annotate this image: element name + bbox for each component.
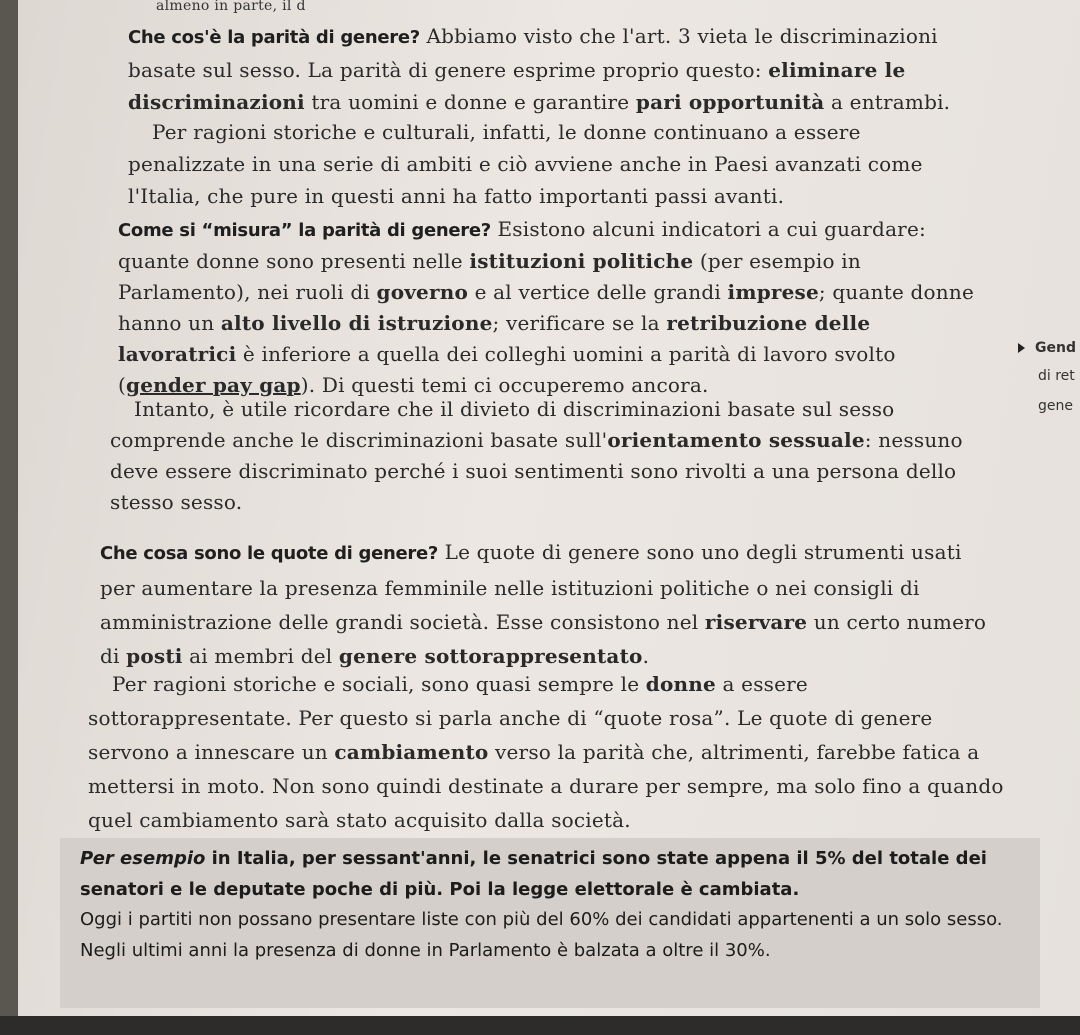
top-text-fragment: almeno in parte, il d — [156, 0, 306, 14]
section-quote-di-genere: Che cosa sono le quote di genere? Le quote di genere sono uno degli strumenti usati per aumentare la presenza femminile nelle istituzioni politiche o nei consigli di amministrazione delle grandi società. Esse consistono nel riservare un certo numero di posti ai membri del genere sottorappresentato. — [100, 540, 987, 668]
section-quote-paragraph-2: Per ragioni storiche e sociali, sono quasi sempre le donne a essere sottorappresentate. Per questo si parla anche di “quote rosa”. Le quote di genere servono a innescare un cambiamento verso la parità che, altrimenti, farebbe fatica a mettersi in moto. Non sono quindi destinate a durare per sempre, ma solo fino a quando quel cambiamento sarà stato acquisito dalla società. — [88, 672, 1004, 832]
example-box-text: Per esempio in Italia, per sessant'anni, le senatrici sono state appena il 5% del totale dei senatori e le deputate poche di più. Poi la legge elettorale è cambiata. Oggi i partiti non possano presentare liste con più del 60% dei candidati appartenenti a un solo sesso. Negli ultimi anni la presenza di donne in Parlamento è balzata a oltre il 30%. — [80, 848, 1003, 961]
gender-pay-gap-term: gender pay gap — [126, 373, 301, 397]
margin-note-line-3: gene — [1038, 398, 1073, 414]
margin-note-line-2: di ret — [1038, 368, 1075, 384]
heading-misura-parita: Come si “misura” la parità di genere? — [118, 220, 491, 241]
section-parita-di-genere: Che cos'è la parità di genere? Abbiamo visto che l'art. 3 vieta le discriminazioni basate sul sesso. La parità di genere esprime proprio questo: eliminare le discriminazioni tra uomini e donne e garantire pari opportunità a entrambi. — [128, 24, 951, 114]
triangle-bullet-icon — [1018, 343, 1025, 353]
dark-bottom-edge — [0, 1016, 1080, 1035]
margin-note-line-1: Gend — [1018, 340, 1076, 356]
heading-quote-di-genere: Che cosa sono le quote di genere? — [100, 543, 439, 564]
section-parita-paragraph-2: Per ragioni storiche e culturali, infatti, le donne continuano a essere penalizzate in una serie di ambiti e ciò avviene anche in Paesi avanzati come l'Italia, che pure in questi anni ha fatto importanti passi avanti. — [128, 120, 923, 208]
heading-parita-di-genere: Che cos'è la parità di genere? — [128, 27, 420, 48]
section-misura-parita: Come si “misura” la parità di genere? Esistono alcuni indicatori a cui guardare: quante donne sono presenti nelle istituzioni politiche (per esempio in Parlamento), nei ruoli di governo e al vertice delle grandi imprese; quante donne hanno un alto livello di istruzione; verificare se la retribuzione delle lavoratrici è inferiore a quella dei colleghi uomini a parità di lavoro svolto (gender pay gap). Di questi temi ci occuperemo ancora. — [118, 217, 974, 397]
example-box-text-2: Oggi i partiti non possano presentare liste con più del 60% dei candidati appartenenti a un solo sesso. Negli ultimi anni la presenza di donne in Parlamento è balzata a oltre il 30%. — [80, 909, 1003, 961]
section-misura-paragraph-2: Intanto, è utile ricordare che il divieto di discriminazioni basate sul sesso comprende anche le discriminazioni basate sull'orientamento sessuale: nessuno deve essere discriminato perché i suoi sentimenti sono rivolti a una persona dello stesso sesso. — [110, 397, 963, 514]
